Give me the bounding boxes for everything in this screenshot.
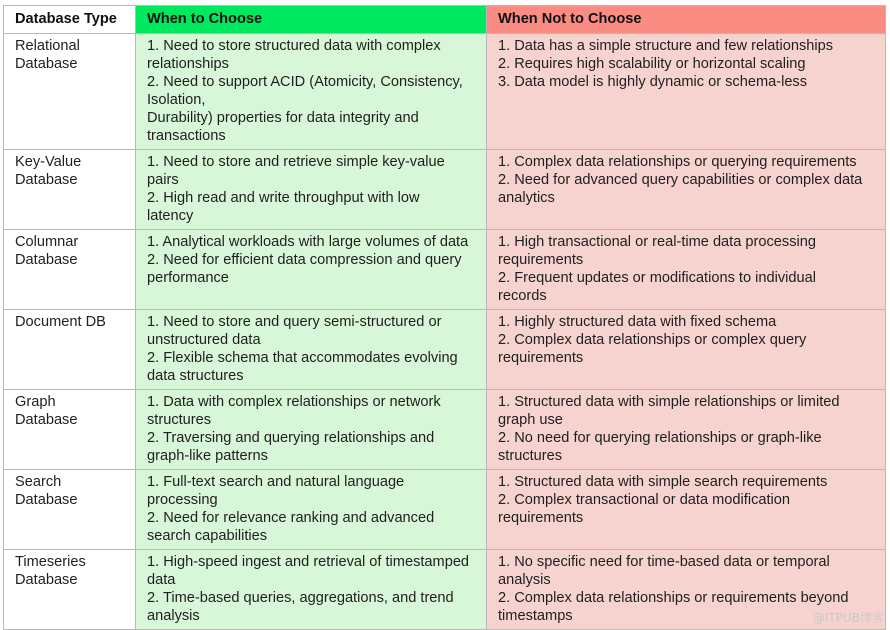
cell-when-not-to-choose-line: 2. Requires high scalability or horizontal scaling [498, 56, 806, 72]
cell-when-not-to-choose-line: graph use [498, 412, 563, 428]
cell-when-not-to-choose-line: requirements [498, 510, 584, 526]
cell-database-type-line: Database [15, 56, 78, 72]
cell-when-to-choose [136, 470, 487, 550]
cell-when-not-to-choose [487, 230, 886, 310]
cell-database-type-line: Graph [15, 394, 56, 410]
cell-when-not-to-choose-line: analysis [498, 572, 551, 588]
cell-when-not-to-choose-line: 1. Structured data with simple search requirements [498, 474, 828, 490]
cell-database-type-line: Relational [15, 38, 80, 54]
header-row [4, 6, 886, 34]
cell-database-type [4, 550, 136, 630]
cell-when-to-choose-line: latency [147, 208, 194, 224]
cell-database-type [4, 230, 136, 310]
cell-when-not-to-choose-line: 1. No specific need for time-based data or temporal [498, 554, 830, 570]
cell-when-not-to-choose [487, 34, 886, 150]
cell-database-type [4, 150, 136, 230]
cell-when-to-choose [136, 310, 487, 390]
cell-database-type-line: Database [15, 172, 78, 188]
cell-when-to-choose-line: search capabilities [147, 528, 268, 544]
table-row [4, 34, 886, 150]
cell-when-not-to-choose-line: 3. Data model is highly dynamic or schema-less [498, 74, 808, 90]
cell-when-not-to-choose-line: 2. Need for advanced query capabilities or complex data [498, 172, 863, 188]
cell-when-not-to-choose [487, 390, 886, 470]
table-body [4, 34, 886, 630]
cell-when-to-choose-line: processing [147, 492, 218, 508]
header-when-to-choose: When to Choose [136, 6, 487, 34]
cell-database-type-line: Columnar [15, 234, 79, 250]
cell-when-not-to-choose-line: structures [498, 448, 563, 464]
cell-when-to-choose [136, 150, 487, 230]
cell-database-type-line: Database [15, 412, 78, 428]
cell-database-type-line: Database [15, 492, 78, 508]
cell-when-to-choose-line: 1. Analytical workloads with large volumes of data [147, 234, 469, 250]
cell-when-to-choose-line: relationships [147, 56, 229, 72]
cell-when-to-choose-line: Durability) properties for data integrity and [147, 110, 419, 126]
cell-when-not-to-choose-line: 2. Complex transactional or data modification [498, 492, 791, 508]
cell-when-to-choose-line: transactions [147, 128, 226, 144]
cell-database-type-line: Search [15, 474, 62, 490]
cell-when-not-to-choose-line: timestamps [498, 608, 573, 624]
cell-when-to-choose-line: 1. Need to store structured data with complex [147, 38, 441, 54]
cell-database-type-line: Key-Value [15, 154, 82, 170]
table-row [4, 470, 886, 550]
cell-when-to-choose-line: 1. Need to store and retrieve simple key-value [147, 154, 445, 170]
cell-database-type [4, 34, 136, 150]
cell-when-to-choose-line: 2. Need for efficient data compression and query [147, 252, 462, 268]
cell-when-to-choose-line: 2. High read and write throughput with low [147, 190, 420, 206]
cell-when-to-choose-line: data [147, 572, 176, 588]
cell-database-type [4, 470, 136, 550]
cell-database-type-line: Document DB [15, 314, 106, 330]
cell-when-not-to-choose-line: 1. Data has a simple structure and few relationships [498, 38, 834, 54]
table-row [4, 150, 886, 230]
cell-database-type-line: Timeseries [15, 554, 86, 570]
cell-when-to-choose-line: 2. Need to support ACID (Atomicity, Consistency, [147, 74, 463, 90]
cell-when-to-choose-line: 1. High-speed ingest and retrieval of timestamped [147, 554, 470, 570]
cell-when-not-to-choose-line: 1. Highly structured data with fixed schema [498, 314, 777, 330]
cell-when-to-choose-line: unstructured data [147, 332, 261, 348]
table-row [4, 390, 886, 470]
cell-when-to-choose-line: graph-like patterns [147, 448, 268, 464]
cell-when-to-choose-line: 1. Need to store and query semi-structured or [147, 314, 442, 330]
cell-database-type-line: Database [15, 252, 78, 268]
cell-database-type-line: Database [15, 572, 78, 588]
cell-when-to-choose-line: analysis [147, 608, 200, 624]
cell-when-to-choose-line: 2. Traversing and querying relationships and [147, 430, 435, 446]
cell-when-to-choose-line: Isolation, [147, 92, 206, 108]
cell-when-not-to-choose [487, 470, 886, 550]
cell-when-not-to-choose-line: requirements [498, 350, 584, 366]
watermark-text: @ITPUB博客 [812, 611, 884, 625]
comparison-table-container [3, 5, 885, 630]
cell-when-to-choose [136, 390, 487, 470]
table-row [4, 550, 886, 630]
cell-when-not-to-choose-line: analytics [498, 190, 555, 206]
header-when-not-to-choose: When Not to Choose [487, 6, 886, 34]
cell-database-type [4, 390, 136, 470]
cell-when-to-choose-line: 1. Full-text search and natural language [147, 474, 405, 490]
table-row [4, 310, 886, 390]
cell-when-to-choose-line: 2. Need for relevance ranking and advanced [147, 510, 435, 526]
cell-when-not-to-choose-line: 2. Complex data relationships or requirements beyond [498, 590, 849, 606]
cell-database-type [4, 310, 136, 390]
cell-when-to-choose [136, 34, 487, 150]
cell-when-to-choose-line: structures [147, 412, 212, 428]
cell-when-to-choose-line: 1. Data with complex relationships or network [147, 394, 441, 410]
table-row [4, 230, 886, 310]
cell-when-to-choose [136, 550, 487, 630]
cell-when-to-choose-line: 2. Flexible schema that accommodates evolving [147, 350, 458, 366]
cell-when-to-choose-line: pairs [147, 172, 179, 188]
cell-when-not-to-choose-line: requirements [498, 252, 584, 268]
cell-when-to-choose-line: 2. Time-based queries, aggregations, and trend [147, 590, 454, 606]
header-database-type: Database Type [4, 6, 136, 34]
cell-when-not-to-choose-line: 2. Complex data relationships or complex query [498, 332, 807, 348]
cell-when-to-choose-line: data structures [147, 368, 244, 384]
cell-when-not-to-choose-line: 1. Complex data relationships or querying requirements [498, 154, 857, 170]
cell-when-not-to-choose-line: records [498, 288, 547, 304]
cell-when-to-choose-line: performance [147, 270, 229, 286]
database-comparison-table [3, 5, 886, 630]
cell-when-not-to-choose-line: 1. Structured data with simple relationships or limited [498, 394, 840, 410]
cell-when-not-to-choose-line: 2. No need for querying relationships or graph-like [498, 430, 822, 446]
cell-when-not-to-choose-line: 2. Frequent updates or modifications to individual [498, 270, 817, 286]
cell-when-not-to-choose [487, 150, 886, 230]
cell-when-not-to-choose [487, 310, 886, 390]
cell-when-not-to-choose-line: 1. High transactional or real-time data processing [498, 234, 816, 250]
cell-when-to-choose [136, 230, 487, 310]
